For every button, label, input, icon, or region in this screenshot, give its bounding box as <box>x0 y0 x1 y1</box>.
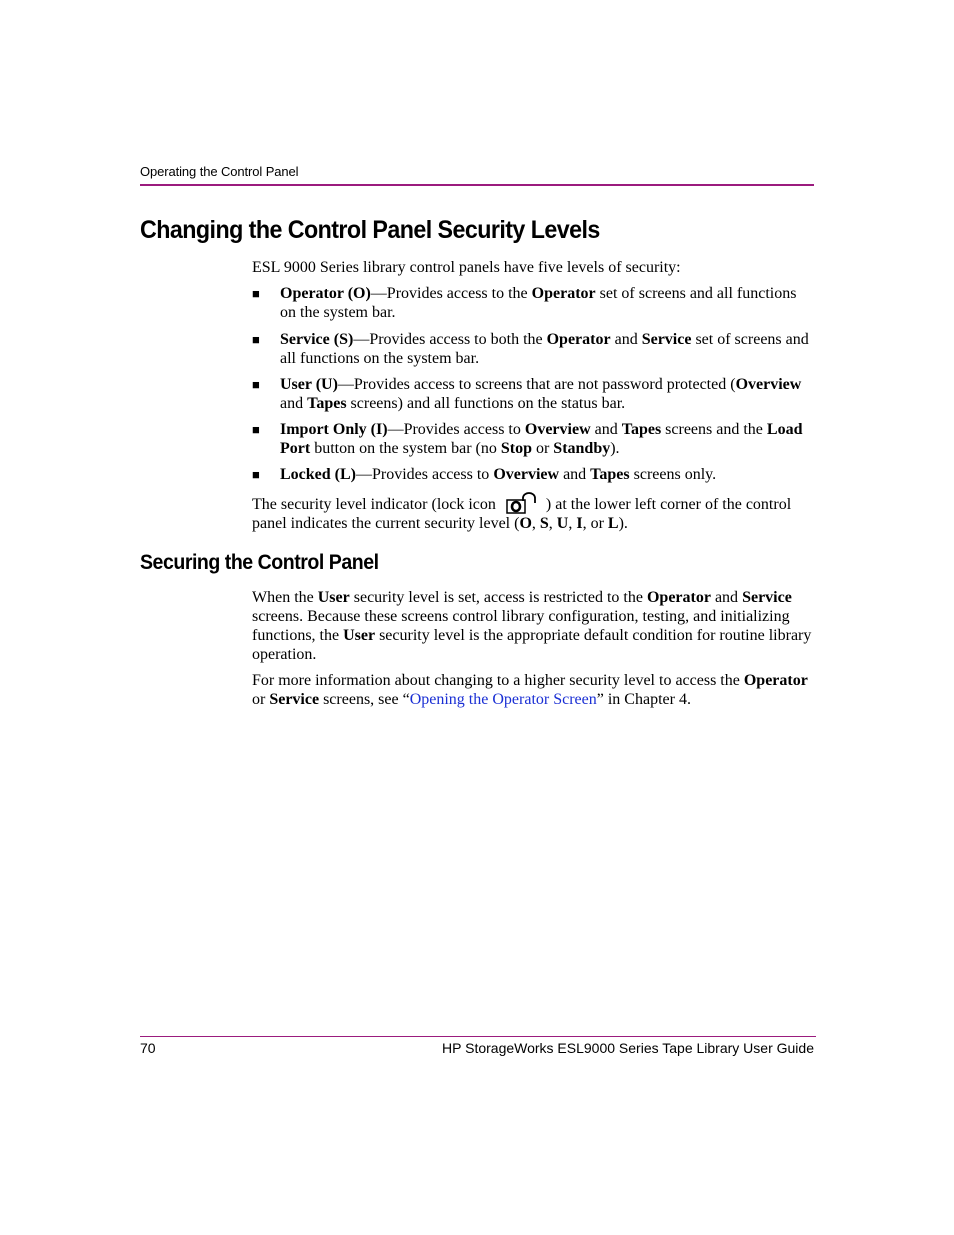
text: , <box>548 515 557 532</box>
bold-text: Service <box>742 589 792 606</box>
text: and <box>590 421 622 438</box>
text: and <box>710 589 743 606</box>
level-letter: L <box>607 515 619 532</box>
term: Operator (O) <box>280 285 371 302</box>
more-info-paragraph <box>252 671 814 709</box>
text: screens, see “ <box>319 691 410 708</box>
bold-text: Tapes <box>307 395 347 412</box>
bold-text: User <box>343 627 376 644</box>
securing-paragraph <box>252 588 814 664</box>
text: security level is set, access is restricted to the <box>349 589 647 606</box>
level-letter: I <box>576 515 583 532</box>
section-title: Changing the Control Panel Security Levels <box>140 216 600 244</box>
bold-text: Operator <box>743 672 808 689</box>
bold-text: Tapes <box>621 421 662 438</box>
text: , or <box>582 515 608 532</box>
text: —Provides access to <box>387 421 525 438</box>
term: User (U) <box>280 376 338 393</box>
lock-icon <box>506 492 542 514</box>
bold-text: Operator <box>546 331 611 348</box>
running-header: Operating the Control Panel <box>140 164 299 179</box>
footer-rule <box>140 1036 816 1037</box>
text: and <box>559 466 591 483</box>
square-bullet-icon: ■ <box>252 377 260 392</box>
intro-paragraph: ESL 9000 Series library control panels have five levels of security: <box>252 259 681 276</box>
text: ). <box>610 440 620 457</box>
term: Import Only (I) <box>280 421 388 438</box>
square-bullet-icon: ■ <box>252 286 260 301</box>
level-letter: U <box>556 515 569 532</box>
term: Service (S) <box>280 331 354 348</box>
level-letter: O <box>519 515 532 532</box>
indicator-paragraph <box>252 492 814 533</box>
text: ” in Chapter 4. <box>596 691 691 708</box>
bold-text: Overview <box>524 421 591 438</box>
footer-title: HP StorageWorks ESL9000 Series Tape Library User Guide <box>442 1040 814 1056</box>
text: —Provides access to both the <box>353 331 547 348</box>
bold-text: Overview <box>735 376 802 393</box>
text: button on the system bar (no <box>310 440 501 457</box>
operator-screen-link[interactable]: Opening the Operator Screen <box>409 691 597 708</box>
text: ) at the lower left corner of the control panel indicates the current security level ( <box>252 496 792 532</box>
text: set of screens and all functions on the system bar. <box>280 285 797 321</box>
text: , <box>568 515 577 532</box>
text: screens. Because these screens control library configuration, testing, and initializing functions, the <box>252 608 790 644</box>
bold-text: Overview <box>493 466 560 483</box>
text: or <box>252 691 270 708</box>
text: ). <box>618 515 628 532</box>
bold-text: Operator <box>646 589 711 606</box>
text: set of screens and all functions on the system bar. <box>280 331 809 367</box>
text: —Provides access to screens that are not password protected ( <box>337 376 736 393</box>
text: screens and the <box>661 421 767 438</box>
text: The security level indicator (lock icon <box>252 496 500 513</box>
page-number: 70 <box>140 1040 156 1056</box>
term: Locked (L) <box>280 466 356 483</box>
subsection-title: Securing the Control Panel <box>140 551 379 574</box>
text: —Provides access to the <box>370 285 532 302</box>
text: and <box>280 395 308 412</box>
header-rule <box>140 184 814 186</box>
bold-text: Operator <box>531 285 596 302</box>
bold-text: User <box>317 589 350 606</box>
text: When the <box>252 589 318 606</box>
text: screens) and all functions on the status bar. <box>346 395 626 412</box>
square-bullet-icon: ■ <box>252 422 260 437</box>
text: , <box>531 515 540 532</box>
bold-text: Service <box>641 331 692 348</box>
text: security level is the appropriate default condition for routine library operation. <box>252 627 812 663</box>
text: —Provides access to <box>356 466 494 483</box>
text: screens only. <box>629 466 717 483</box>
bold-text: Service <box>269 691 320 708</box>
bold-text: Stop <box>500 440 532 457</box>
bold-text: Tapes <box>590 466 630 483</box>
level-letter: S <box>539 515 549 532</box>
square-bullet-icon: ■ <box>252 332 260 347</box>
text: For more information about changing to a higher security level to access the <box>252 672 744 689</box>
bold-text: Standby <box>553 440 611 457</box>
text: and <box>610 331 642 348</box>
square-bullet-icon: ■ <box>252 467 260 482</box>
text: or <box>531 440 554 457</box>
bold-text: Load Port <box>280 421 803 457</box>
